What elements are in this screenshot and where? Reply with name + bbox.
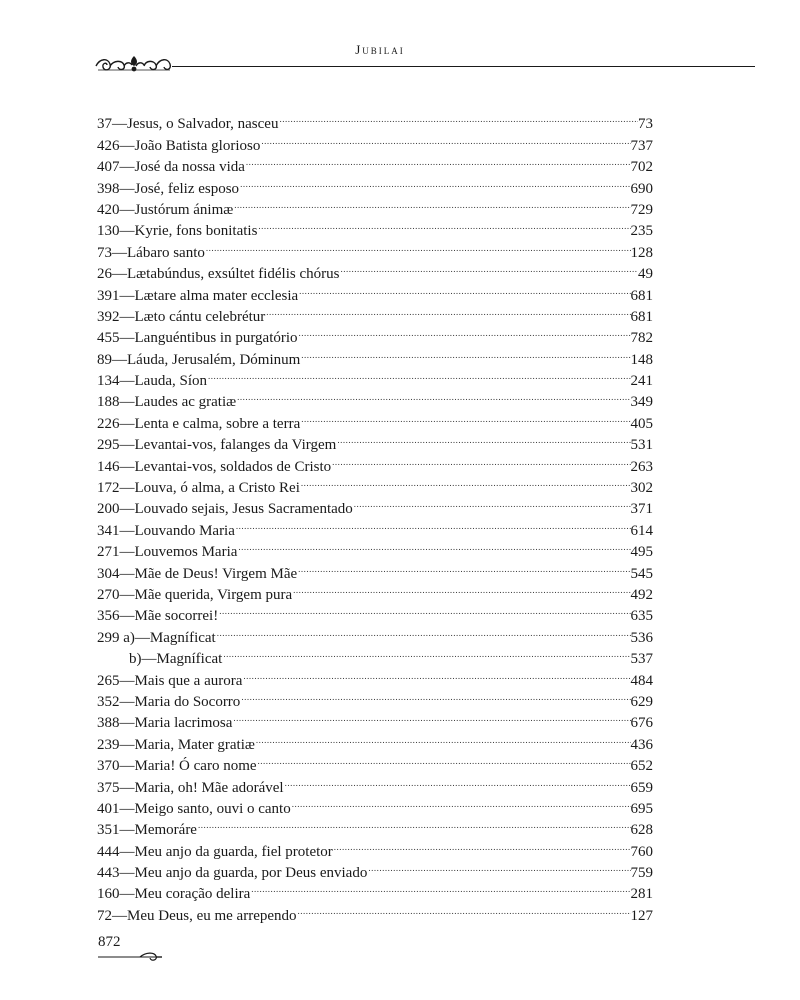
page-reference: 759 — [630, 865, 653, 882]
hymn-number: 73 — [97, 244, 112, 261]
hymn-number: 352 — [97, 693, 120, 710]
hymn-title: Magníficat — [149, 629, 216, 646]
page-reference: 263 — [630, 458, 653, 475]
page-reference: 537 — [630, 651, 653, 668]
dot-leader — [205, 235, 631, 256]
page-reference: 405 — [630, 415, 653, 432]
hymn-title: Louvado sejais, Jesus Sacramentado — [134, 501, 353, 518]
page-reference: 492 — [630, 586, 653, 603]
hymn-title: Memoráre — [134, 822, 197, 839]
page-reference: 702 — [630, 159, 653, 176]
page-reference: 695 — [630, 800, 653, 817]
hymn-number: 426 — [97, 137, 120, 154]
dot-leader — [367, 856, 630, 877]
dot-leader — [257, 214, 630, 235]
hymn-number: 443 — [97, 865, 120, 882]
dot-leader — [235, 513, 631, 534]
dot-leader — [222, 642, 630, 663]
hymn-number: 172 — [97, 480, 120, 497]
separator-dash: — — [112, 351, 127, 368]
dot-leader — [237, 535, 630, 556]
page-reference: 127 — [630, 907, 653, 924]
hymn-number: 304 — [97, 565, 120, 582]
page-reference: 73 — [638, 116, 653, 133]
hymn-title: Meu coração delira — [134, 886, 251, 903]
dot-leader — [236, 385, 630, 406]
separator-dash: — — [119, 608, 135, 625]
page-reference: 235 — [630, 223, 653, 240]
separator-dash: — — [112, 266, 127, 283]
hymn-title: Mais que a aurora — [134, 672, 243, 689]
separator-dash: — — [112, 116, 127, 133]
separator-dash: — — [119, 800, 135, 817]
separator-dash: — — [119, 394, 135, 411]
page-reference: 652 — [630, 758, 653, 775]
separator-dash: — — [119, 544, 135, 561]
hymn-number: 455 — [97, 330, 120, 347]
hymn-number: 420 — [97, 201, 120, 218]
separator-dash: — — [119, 373, 135, 390]
page-number: 872 — [98, 934, 121, 950]
page-reference: 536 — [630, 629, 653, 646]
page-reference: 128 — [630, 244, 653, 261]
page-reference: 690 — [630, 180, 653, 197]
dot-leader — [239, 171, 630, 192]
hymn-number: 356 — [97, 608, 120, 625]
separator-dash: — — [119, 672, 135, 689]
hymn-number: 351 — [97, 822, 120, 839]
page-reference: 614 — [630, 522, 653, 539]
separator-dash: — — [119, 180, 135, 197]
separator-dash: — — [119, 137, 135, 154]
hymn-title: Lauda, Síon — [134, 373, 207, 390]
hymn-number: 37 — [97, 116, 112, 133]
separator-dash: — — [134, 629, 150, 646]
hymn-title: Maria, Mater gratiæ — [134, 736, 255, 753]
separator-dash: — — [119, 437, 135, 454]
page-reference: 760 — [630, 843, 653, 860]
page-reference: 659 — [630, 779, 653, 796]
hymn-title: José, feliz esposo — [134, 180, 240, 197]
dot-leader — [233, 193, 630, 214]
hymn-title: Meu Deus, eu me arrependo — [127, 907, 297, 924]
separator-dash: — — [119, 201, 135, 218]
page-reference: 681 — [630, 308, 653, 325]
dot-leader — [298, 321, 631, 342]
separator-dash: — — [119, 308, 135, 325]
hymn-number: 134 — [97, 373, 120, 390]
hymn-number: 270 — [97, 586, 120, 603]
hymn-number: 407 — [97, 159, 120, 176]
hymn-title: Mãe querida, Virgem pura — [134, 586, 293, 603]
separator-dash: — — [119, 886, 135, 903]
hymn-title: Lætare alma mater ecclesia — [134, 287, 299, 304]
dot-leader — [242, 663, 630, 684]
hymn-title: Louvando Maria — [134, 522, 235, 539]
page-reference: 676 — [630, 715, 653, 732]
page-reference: 737 — [630, 137, 653, 154]
page-reference: 782 — [630, 330, 653, 347]
hymn-number: 375 — [97, 779, 120, 796]
separator-dash: — — [119, 522, 135, 539]
separator-dash: — — [119, 458, 135, 475]
hymn-number: 89 — [97, 351, 112, 368]
dot-leader — [255, 727, 631, 748]
separator-dash: — — [119, 159, 135, 176]
hymn-number: 226 — [97, 415, 120, 432]
hymn-number: 341 — [97, 522, 120, 539]
dot-leader — [292, 578, 630, 599]
hymn-title: Lætabúndus, exsúltet fidélis chórus — [127, 266, 340, 283]
separator-dash: — — [119, 287, 135, 304]
hymn-title: Jesus, o Salvador, nasceu — [127, 116, 279, 133]
dot-leader — [257, 749, 631, 770]
page-header — [0, 0, 800, 80]
hymn-number: 146 — [97, 458, 120, 475]
separator-dash: — — [112, 907, 127, 924]
hymn-title: Lenta e calma, sobre a terra — [134, 415, 301, 432]
page-reference: 495 — [630, 544, 653, 561]
dot-leader — [298, 278, 630, 299]
page-reference: 49 — [638, 266, 653, 283]
dot-leader — [331, 449, 630, 470]
page-reference: 628 — [630, 822, 653, 839]
hymn-number: b) — [129, 651, 142, 668]
hymn-title: Maria, oh! Mãe adorável — [134, 779, 284, 796]
separator-dash: — — [119, 586, 135, 603]
hymn-title: Magníficat — [156, 651, 223, 668]
separator-dash: — — [119, 501, 135, 518]
dot-leader — [250, 877, 630, 898]
dot-leader — [284, 770, 631, 791]
separator-dash: — — [119, 480, 135, 497]
hymn-number: 299 a) — [97, 629, 135, 646]
hymn-number: 392 — [97, 308, 120, 325]
page-reference: 531 — [630, 437, 653, 454]
dot-leader — [297, 556, 630, 577]
dot-leader — [297, 898, 631, 919]
page-reference: 281 — [630, 886, 653, 903]
page-reference: 729 — [630, 201, 653, 218]
hymn-number: 444 — [97, 843, 120, 860]
hymn-title: Justórum ánimæ — [134, 201, 234, 218]
page-reference: 148 — [630, 351, 653, 368]
dot-leader — [245, 150, 631, 171]
page-reference: 241 — [630, 373, 653, 390]
hymn-title: Mãe socorrei! — [134, 608, 219, 625]
separator-dash: — — [119, 758, 135, 775]
hymn-number: 370 — [97, 758, 120, 775]
dot-leader — [291, 792, 631, 813]
separator-dash: — — [141, 651, 157, 668]
page-reference: 545 — [630, 565, 653, 582]
hymn-number: 398 — [97, 180, 120, 197]
separator-dash: — — [119, 693, 135, 710]
hymn-number: 295 — [97, 437, 120, 454]
hymn-title: Laudes ac gratiæ — [134, 394, 237, 411]
page-reference: 681 — [630, 287, 653, 304]
page-reference: 302 — [630, 480, 653, 497]
separator-dash: — — [119, 330, 135, 347]
hymn-number: 401 — [97, 800, 120, 817]
separator-dash: — — [119, 843, 135, 860]
hymn-number: 388 — [97, 715, 120, 732]
separator-dash: — — [112, 244, 127, 261]
dot-leader — [260, 128, 630, 149]
hymn-title: Maria! Ó caro nome — [134, 758, 257, 775]
running-title: Jubilai — [355, 42, 405, 57]
hymn-title: Levantai-vos, falanges da Virgem — [134, 437, 337, 454]
hymn-title: Maria do Socorro — [134, 693, 241, 710]
dot-leader — [333, 834, 631, 855]
page-reference: 436 — [630, 736, 653, 753]
dot-leader — [300, 342, 630, 363]
separator-dash: — — [119, 565, 135, 582]
hymn-title: Mãe de Deus! Virgem Mãe — [134, 565, 298, 582]
hymn-number: 72 — [97, 907, 112, 924]
hymn-number: 200 — [97, 501, 120, 518]
separator-dash: — — [119, 715, 135, 732]
hymn-number: 239 — [97, 736, 120, 753]
separator-dash: — — [119, 865, 135, 882]
separator-dash: — — [119, 415, 135, 432]
hymn-title: Læto cántu celebrétur — [134, 308, 266, 325]
hymn-title: Maria lacrimosa — [134, 715, 233, 732]
index-entry — [97, 107, 653, 133]
dot-leader — [232, 706, 630, 727]
dot-leader — [353, 492, 631, 513]
dot-leader — [300, 406, 630, 427]
header-rule — [172, 66, 755, 67]
hymn-title: Kyrie, fons bonitatis — [134, 223, 258, 240]
separator-dash: — — [119, 223, 135, 240]
page-reference: 629 — [630, 693, 653, 710]
page-reference: 484 — [630, 672, 653, 689]
separator-dash: — — [119, 779, 135, 796]
hymn-title: João Batista glorioso — [134, 137, 261, 154]
hymn-title: Láuda, Jerusalém, Dóminum — [127, 351, 301, 368]
dot-leader — [278, 107, 638, 128]
swash-ornament-icon — [96, 950, 166, 964]
hymn-number: 391 — [97, 287, 120, 304]
separator-dash: — — [119, 822, 135, 839]
dot-leader — [265, 300, 630, 321]
dot-leader — [240, 685, 630, 706]
hymn-number: 130 — [97, 223, 120, 240]
dot-leader — [218, 599, 630, 620]
hymn-title: Languéntibus in purgatório — [134, 330, 298, 347]
separator-dash: — — [119, 736, 135, 753]
hymn-title: Lábaro santo — [127, 244, 205, 261]
hymn-title: Meu anjo da guarda, por Deus enviado — [134, 865, 368, 882]
hymn-number: 188 — [97, 394, 120, 411]
hymn-index-list — [97, 107, 653, 924]
dot-leader — [336, 428, 630, 449]
hymn-title: Louvemos Maria — [134, 544, 238, 561]
hymn-title: Louva, ó alma, a Cristo Rei — [134, 480, 300, 497]
page-reference: 349 — [630, 394, 653, 411]
hymn-title: José da nossa vida — [134, 159, 245, 176]
hymn-title: Levantai-vos, soldados de Cristo — [134, 458, 332, 475]
hymn-number: 26 — [97, 266, 112, 283]
page-reference: 635 — [630, 608, 653, 625]
dot-leader — [300, 471, 631, 492]
dot-leader — [339, 257, 638, 278]
hymn-number: 160 — [97, 886, 120, 903]
hymn-title: Meigo santo, ouvi o canto — [134, 800, 291, 817]
hymn-number: 265 — [97, 672, 120, 689]
hymn-title: Meu anjo da guarda, fiel protetor — [134, 843, 333, 860]
dot-leader — [197, 813, 631, 834]
dot-leader — [216, 620, 631, 641]
dot-leader — [207, 364, 631, 385]
page-reference: 371 — [630, 501, 653, 518]
hymn-number: 271 — [97, 544, 120, 561]
